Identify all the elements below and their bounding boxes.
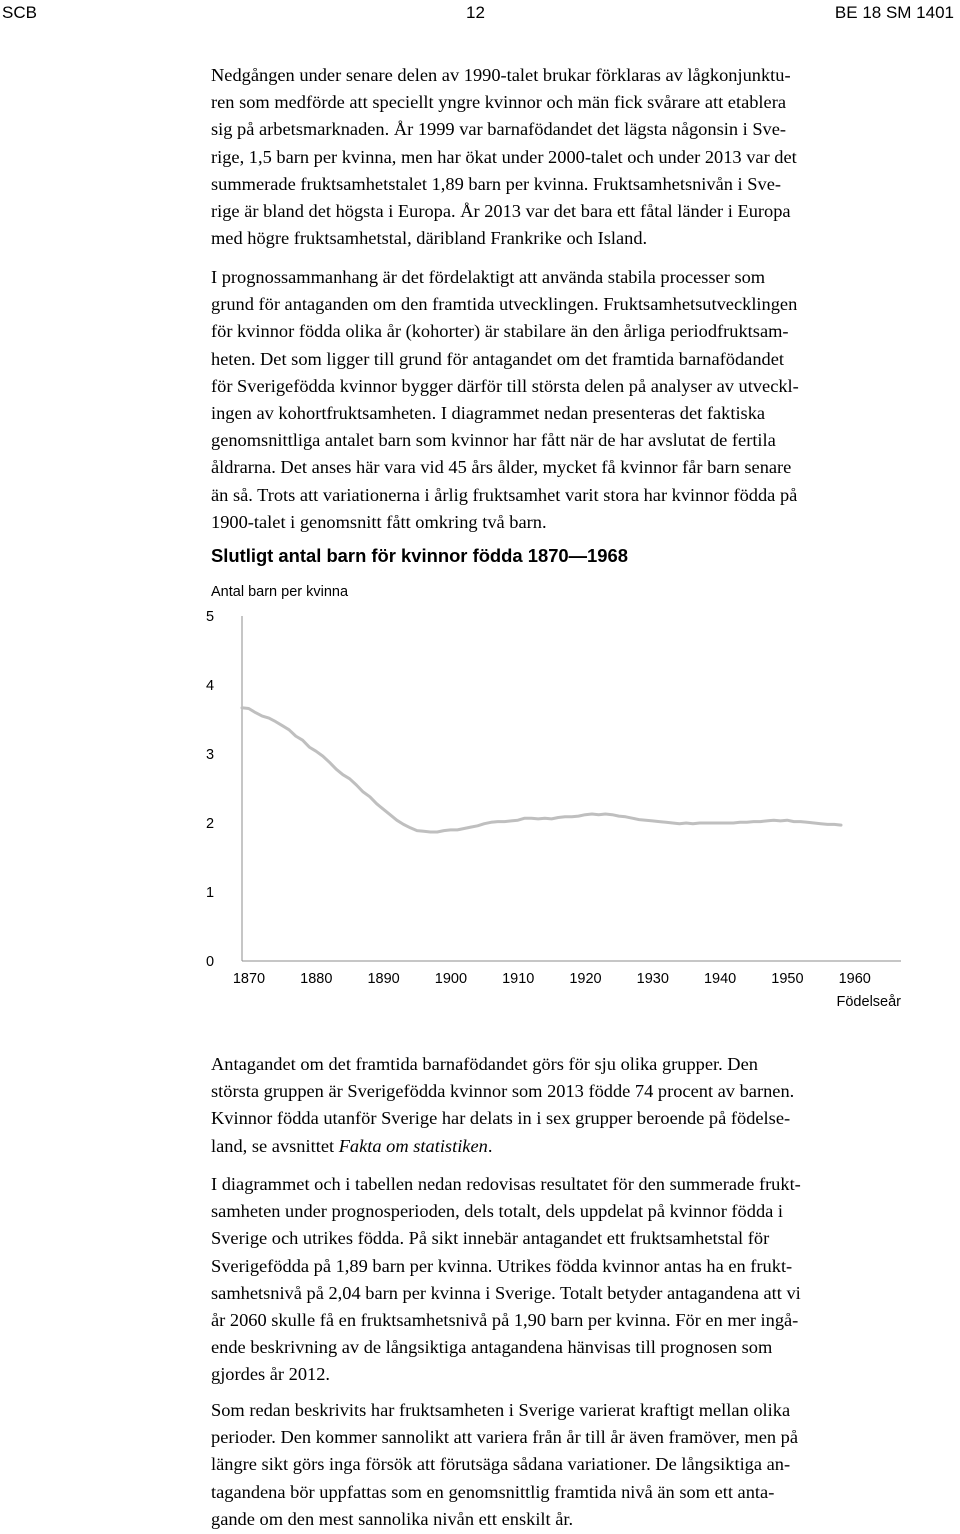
text-line: samhetsnivå på 2,04 barn per kvinna i Sverige. Totalt betyder antagandena att vi: [211, 1282, 801, 1303]
paragraph-1: [211, 62, 955, 252]
y-tick-label: 2: [206, 816, 215, 832]
y-tick-label: 3: [206, 747, 215, 763]
header-left: SCB: [2, 3, 37, 22]
x-tick-label: 1940: [703, 971, 737, 987]
text-line: gande om den mest sannolika nivån ett enskilt år.: [211, 1508, 574, 1529]
x-tick-label: 1910: [502, 971, 535, 987]
text-line: för Sverigefödda kvinnor bygger därför till största delen på analyser av utveckl-: [211, 375, 799, 396]
x-tick-label: 1880: [300, 971, 333, 987]
paragraph-4: [211, 1171, 955, 1389]
text-line: Som redan beskrivits har fruktsamheten i Sverige varierat kraftigt mellan olika: [211, 1400, 791, 1420]
text-line: heten. Det som ligger till grund för antagandet om det framtida barnafödandet: [211, 348, 784, 369]
text-line: åldrarna. Det anses här vara vid 45 års ålder, mycket få kvinnor får barn senare: [211, 457, 792, 478]
header-right: BE 18 SM 1401: [834, 3, 954, 22]
text-segment: land, se avsnittet: [211, 1135, 339, 1156]
text-line: än så. Trots att variationerna i årlig fruktsamhet varit stora har kvinnor födda på: [211, 484, 798, 505]
text-line: ingen av kohortfruktsamheten. I diagrammet nedan presenteras det faktiska: [211, 403, 766, 424]
text-line: gjordes år 2012.: [211, 1364, 331, 1385]
y-axis-label: Antal barn per kvinna: [211, 584, 349, 600]
paragraph-5: [211, 1397, 955, 1533]
y-tick-label: 1: [206, 885, 215, 901]
text-line: tagandena bör uppfattas som en genomsnittlig framtida nivå än som ett anta-: [211, 1481, 775, 1502]
x-tick-label: 1900: [434, 971, 468, 987]
chart-axes: [242, 616, 901, 961]
text-line: rige är bland det högsta i Europa. År 2013 var det bara ett fåtal länder i Europa: [211, 201, 791, 222]
text-line: år 2060 skulle få en fruktsamhetsnivå på 1,90 barn per kvinna. För en mer ingå-: [211, 1310, 799, 1331]
text-line: Nedgången under senare delen av 1990-talet brukar förklaras av lågkonjunktu-: [211, 65, 791, 85]
text-line: längre sikt görs inga försök att förutsäga sådana variationer. De långsiktiga an-: [211, 1454, 791, 1475]
x-tick-labels: [233, 971, 871, 987]
x-tick-label: 1920: [569, 971, 602, 987]
paragraph-3: [211, 1051, 955, 1160]
text-line: ren som medförde att speciellt yngre kvinnor och män fick svårare att etablera: [211, 92, 786, 113]
text-line: Kvinnor födda utanför Sverige har delats in i sex grupper beroende på födelse-: [211, 1108, 791, 1129]
text-line: I diagrammet och i tabellen nedan redovisas resultatet för den summerade frukt-: [211, 1174, 801, 1194]
text-line: med högre fruktsamhetstal, däribland Frankrike och Island.: [211, 228, 648, 249]
text-line: [211, 1133, 955, 1160]
text-line: ende beskrivning av de långsiktiga antagandena hänvisas till prognosen som: [211, 1337, 773, 1358]
x-tick-label: 1950: [771, 971, 804, 987]
page-number: 12: [466, 3, 485, 22]
text-line: största gruppen är Sverigefödda kvinnor som 2013 födde 74 procent av barnen.: [211, 1081, 795, 1102]
x-axis-label: Födelseår: [836, 994, 901, 1010]
y-tick-label: 0: [206, 954, 215, 970]
x-tick-label: 1960: [838, 971, 871, 987]
x-tick-label: 1890: [367, 971, 400, 987]
section-reference: Fakta om statistiken: [338, 1135, 488, 1156]
text-line: för kvinnor födda olika år (kohorter) är stabilare än den årliga periodfruktsam-: [211, 321, 789, 342]
y-tick-label: 5: [206, 609, 215, 625]
text-line: genomsnittliga antalet barn som kvinnor har fått när de har avslutat de fertila: [211, 430, 776, 451]
line-chart: [0, 575, 960, 1015]
y-tick-label: 4: [206, 678, 215, 694]
text-line: Sverigefödda på 1,89 barn per kvinna. Utrikes födda kvinnor antas ha en frukt-: [211, 1255, 793, 1276]
text-line: summerade fruktsamhetstalet 1,89 barn per kvinna. Fruktsamhetsnivån i Sve-: [211, 173, 781, 194]
series-line: [242, 708, 841, 832]
x-tick-label: 1930: [636, 971, 669, 987]
text-line: grund för antaganden om den framtida utvecklingen. Fruktsamhetsutvecklingen: [211, 294, 798, 315]
paragraph-2: [211, 264, 955, 536]
text-line: 1900-talet i genomsnitt fått omkring två barn.: [211, 511, 547, 532]
chart-title: Slutligt antal barn för kvinnor födda 1870—1968: [211, 545, 628, 566]
text-line: I prognossammanhang är det fördelaktigt att använda stabila processer som: [211, 267, 766, 287]
x-tick-label: 1870: [232, 971, 266, 987]
text-segment: .: [487, 1135, 493, 1156]
text-line: Antagandet om det framtida barnafödandet görs för sju olika grupper. Den: [211, 1054, 758, 1074]
text-line: samheten under prognosperioden, dels totalt, dels uppdelat på kvinnor födda i: [211, 1201, 784, 1222]
y-tick-labels: [206, 609, 214, 970]
text-line: rige, 1,5 barn per kvinna, men har ökat under 2000-talet och under 2013 var det: [211, 146, 797, 167]
text-line: perioder. Den kommer sannolikt att variera från år till år även framöver, men på: [211, 1427, 799, 1448]
text-line: sig på arbetsmarknaden. År 1999 var barnafödandet det lägsta någonsin i Sve-: [211, 119, 787, 140]
text-line: Sverige och utrikes födda. På sikt innebär antagandet ett fruktsamhetstal för: [211, 1228, 770, 1249]
